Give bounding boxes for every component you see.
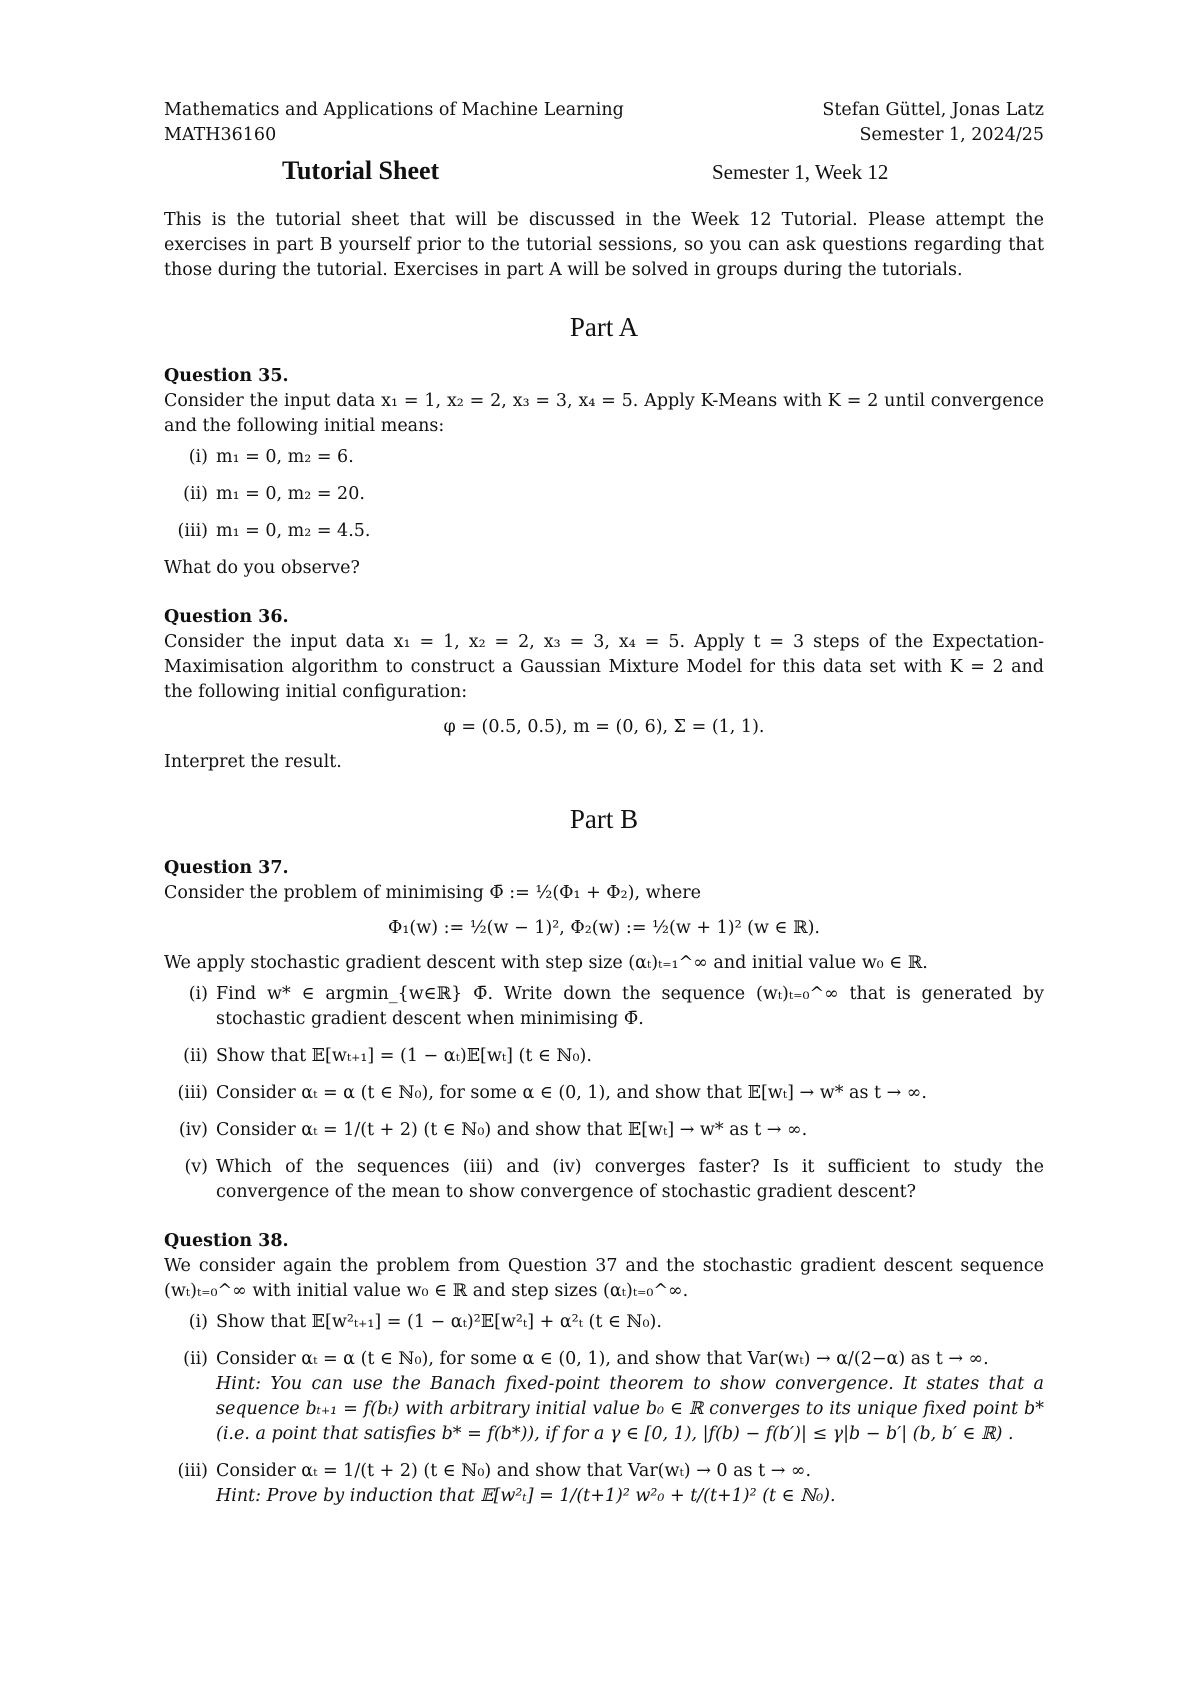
item-list: [164, 445, 1044, 544]
item-text: Consider αₜ = α (t ∈ ℕ₀), for some α ∈ (0, 1), and show that Var(wₜ) → α/(2−α) as t → ∞.: [216, 1349, 989, 1369]
item-label: (ii): [183, 1349, 208, 1369]
question-36: [164, 605, 1044, 775]
question-title: Question 36.: [164, 607, 289, 627]
item-label: (iii): [177, 1083, 208, 1103]
question-text: Consider the input data x₁ = 1, x₂ = 2, x₃ = 3, x₄ = 5. Apply K-Means with K = 2 until convergence and the following initial means:: [164, 391, 1044, 436]
question-35: [164, 364, 1044, 581]
item-text: Consider αₜ = α (t ∈ ℕ₀), for some α ∈ (0, 1), and show that 𝔼[wₜ] → w* as t → ∞.: [216, 1083, 927, 1103]
page-title: Tutorial Sheet: [282, 156, 440, 185]
part-b-heading: Part B: [569, 804, 639, 834]
list-item: [164, 482, 1044, 507]
display-formula: Φ₁(w) := ½(w − 1)², Φ₂(w) := ½(w + 1)² (w ∈ ℝ).: [388, 918, 820, 938]
item-label: (ii): [183, 1046, 208, 1066]
list-item: [164, 1347, 1044, 1447]
display-formula: φ = (0.5, 0.5), m = (0, 6), Σ = (1, 1).: [443, 717, 765, 737]
question-text-2: We apply stochastic gradient descent with step size (αₜ)ₜ₌₁^∞ and initial value w₀ ∈ ℝ.: [164, 953, 928, 973]
item-label: (i): [188, 1312, 208, 1332]
list-item: [164, 1459, 1044, 1509]
header-left: [164, 98, 624, 148]
list-item: [164, 1118, 1044, 1143]
question-followup: Interpret the result.: [164, 752, 342, 772]
hint-text: Hint: Prove by induction that 𝔼[w²ₜ] = 1/(t+1)² w²₀ + t/(t+1)² (t ∈ ℕ₀).: [216, 1486, 836, 1506]
item-label: (iv): [178, 1120, 208, 1140]
list-item: [164, 445, 1044, 470]
item-text: Show that 𝔼[wₜ₊₁] = (1 − αₜ)𝔼[wₜ] (t ∈ ℕ₀).: [216, 1046, 592, 1066]
item-label: (i): [188, 447, 208, 467]
item-list: [164, 1310, 1044, 1509]
semester: Semester 1, 2024/25: [859, 125, 1044, 145]
week-label: Semester 1, Week 12: [712, 160, 889, 184]
title-row: [164, 158, 1044, 198]
item-label: (ii): [183, 484, 208, 504]
item-text: Find w* ∈ argmin_{w∈ℝ} Φ̄. Write down the sequence (wₜ)ₜ₌₀^∞ that is generated by stochastic gradient descent when minimising Φ̄.: [216, 984, 1044, 1029]
question-title: Question 37.: [164, 858, 289, 878]
authors: Stefan Güttel, Jonas Latz: [822, 100, 1044, 120]
question-text: We consider again the problem from Question 37 and the stochastic gradient descent sequence (wₜ)ₜ₌₀^∞ with initial value w₀ ∈ ℝ and step sizes (αₜ)ₜ₌₀^∞.: [164, 1256, 1044, 1301]
list-item: [164, 519, 1044, 544]
question-text: Consider the problem of minimising Φ̄ := ½(Φ₁ + Φ₂), where: [164, 883, 701, 903]
item-label: (iii): [177, 521, 208, 541]
question-38: [164, 1229, 1044, 1509]
item-text: m₁ = 0, m₂ = 20.: [216, 484, 365, 504]
part-a-heading: Part A: [569, 312, 639, 342]
question-title: Question 35.: [164, 366, 289, 386]
list-item: [164, 1155, 1044, 1205]
question-title: Question 38.: [164, 1231, 289, 1251]
header-right: [822, 98, 1044, 148]
item-text: m₁ = 0, m₂ = 4.5.: [216, 521, 371, 541]
list-item: [164, 1081, 1044, 1106]
question-followup: What do you observe?: [164, 558, 360, 578]
item-text: Consider αₜ = 1/(t + 2) (t ∈ ℕ₀) and show that 𝔼[wₜ] → w* as t → ∞.: [216, 1120, 808, 1140]
item-label: (i): [188, 984, 208, 1004]
course-name: Mathematics and Applications of Machine Learning: [164, 100, 624, 120]
list-item: [164, 982, 1044, 1032]
item-text: Consider αₜ = 1/(t + 2) (t ∈ ℕ₀) and show that Var(wₜ) → 0 as t → ∞.: [216, 1461, 812, 1481]
item-label: (v): [184, 1157, 208, 1177]
list-item: [164, 1044, 1044, 1069]
item-text: Show that 𝔼[w²ₜ₊₁] = (1 − αₜ)²𝔼[w²ₜ] + α²ₜ (t ∈ ℕ₀).: [216, 1312, 662, 1332]
item-text: m₁ = 0, m₂ = 6.: [216, 447, 354, 467]
document-page: [164, 98, 1044, 1533]
course-code: MATH36160: [164, 125, 277, 145]
intro-paragraph: This is the tutorial sheet that will be discussed in the Week 12 Tutorial. Please attempt the exercises in part B yourself prior to the tutorial sessions, so you can ask questions regarding that those during the tutorial. Exercises in part A will be solved in groups during the tutorials.: [164, 210, 1044, 280]
list-item: [164, 1310, 1044, 1335]
question-text: Consider the input data x₁ = 1, x₂ = 2, x₃ = 3, x₄ = 5. Apply t = 3 steps of the Expectation-Maximisation algorithm to construct a Gaussian Mixture Model for this data set with K = 2 and the following initial configuration:: [164, 632, 1044, 702]
item-text: Which of the sequences (iii) and (iv) converges faster? Is it sufficient to study the convergence of the mean to show convergence of stochastic gradient descent?: [216, 1157, 1044, 1202]
hint-text: Hint: You can use the Banach fixed-point theorem to show convergence. It states that a sequence bₜ₊₁ = f(bₜ) with arbitrary initial value b₀ ∈ ℝ converges to its unique fixed point b* (i.e. a point that satisfies b* = f(b*)), if for a γ ∈ [0, 1), |f(b) − f(b′)| ≤ γ|b − b′| (b, b′ ∈ ℝ) .: [216, 1374, 1044, 1444]
item-list: [164, 982, 1044, 1205]
item-label: (iii): [177, 1461, 208, 1481]
header: [164, 98, 1044, 148]
question-37: [164, 856, 1044, 1205]
